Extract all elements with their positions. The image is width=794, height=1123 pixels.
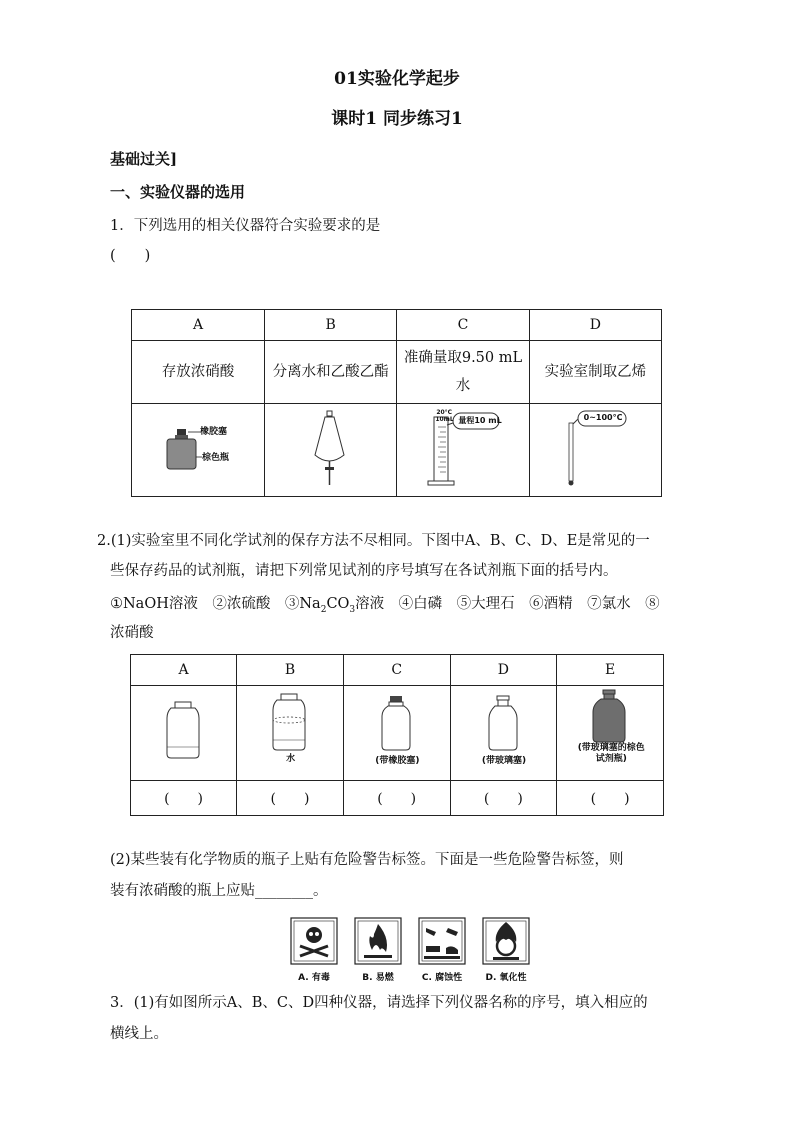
q3-line1: 3．(1)有如图所示A、B、C、D四种仪器，请选择下列仪器名称的序号，填入相应的 — [110, 995, 648, 1011]
warning-corrosive-label: C. 腐蚀性 — [421, 973, 463, 983]
section-one-heading: 一、实验仪器的选用 — [110, 183, 246, 201]
bottle-c-caption: (带橡胶塞) — [375, 756, 420, 766]
reagent-text-2: CO — [326, 596, 350, 612]
cylinder-capacity-label: 10mL — [435, 416, 454, 423]
q1-req-b: 分离水和乙酸乙酯 — [265, 341, 397, 404]
warning-oxidizer-label: D. 氧化性 — [485, 973, 527, 983]
rubber-stopper-label: 橡胶塞 — [200, 427, 228, 437]
q2-bottle-d — [450, 686, 557, 781]
reagent-text-3: 溶液 ④白磷 ⑤大理石 ⑥酒精 ⑦氯水 ⑧ — [355, 596, 660, 612]
q2-table — [130, 654, 664, 816]
q1-stem: 1．下列选用的相关仪器符合实验要求的是 — [110, 218, 381, 234]
q2-bottle-b — [237, 686, 344, 781]
q2-header-b: B — [237, 655, 344, 686]
q2-stem-line2: 些保存药品的试剂瓶，请把下列常见试剂的序号填写在各试剂瓶下面的括号内。 — [110, 563, 618, 579]
section-basic: 基础过关] — [110, 150, 178, 168]
q2-bottle-a — [131, 686, 237, 781]
q1-header-b: B — [265, 310, 397, 341]
lesson-title: 课时1 同步练习1 — [331, 109, 463, 129]
q2-reagent-list — [110, 589, 660, 625]
q2-reagent-list-cont: 浓硝酸 — [110, 625, 154, 641]
q1-img-b — [265, 404, 397, 497]
q1-header-c: C — [397, 310, 529, 341]
q2-bottle-c — [343, 686, 450, 781]
reagent-sub-2: 3 — [349, 604, 356, 615]
q2-answer-c: ( ) — [343, 781, 450, 816]
q1-header-a: A — [132, 310, 265, 341]
q2-header-c: C — [343, 655, 450, 686]
warning-toxic-label: A. 有毒 — [298, 973, 330, 983]
q2-part2-line2: 装有浓硝酸的瓶上应贴________。 — [110, 883, 328, 899]
q2-header-a: A — [131, 655, 237, 686]
q2-header-d: D — [450, 655, 557, 686]
thermometer-range-label: 0~100°C — [583, 413, 623, 422]
cylinder-temp-label: 20°C — [436, 409, 453, 416]
q2-part2-line1: (2)某些装有化学物质的瓶子上贴有危险警告标签。下面是一些危险警告标签，则 — [110, 852, 624, 868]
q1-img-a — [132, 404, 265, 497]
brown-bottle-icon — [132, 405, 262, 495]
brown-bottle-label: 棕色瓶 — [202, 453, 230, 463]
warning-flammable-label: B. 易燃 — [362, 973, 394, 983]
document-title: 01实验化学起步 — [334, 69, 460, 89]
q1-img-d — [529, 404, 661, 497]
q2-header-e: E — [557, 655, 664, 686]
wide-mouth-bottle-icon — [131, 688, 235, 778]
q2-answer-a: ( ) — [131, 781, 237, 816]
reagent-sub-1: 2 — [320, 604, 327, 615]
q1-req-a: 存放浓硝酸 — [132, 341, 265, 404]
q2-bottle-e — [557, 686, 664, 781]
bottle-d-caption: (带玻璃塞) — [481, 756, 527, 766]
reagent-text-1: ①NaOH溶液 ②浓硫酸 ③Na — [110, 596, 321, 612]
q1-table — [131, 309, 662, 497]
q1-req-d: 实验室制取乙烯 — [529, 341, 661, 404]
q2-answer-b: ( ) — [237, 781, 344, 816]
cylinder-range-label: 量程10 mL — [458, 416, 502, 425]
q2-answer-e: ( ) — [557, 781, 664, 816]
q2-stem-line1: 2.(1)实验室里不同化学试剂的保存方法不尽相同。下图中A、B、C、D、E是常见的一 — [97, 533, 650, 549]
warning-labels-icon — [290, 916, 534, 968]
water-sealed-bottle-icon — [237, 688, 341, 778]
bottle-e-caption: (带玻璃塞的棕色试剂瓶) — [577, 743, 645, 764]
q2-answer-d: ( ) — [450, 781, 557, 816]
q3-line2: 横线上。 — [110, 1026, 168, 1042]
separatory-funnel-icon — [265, 405, 395, 495]
q1-header-d: D — [529, 310, 661, 341]
q1-answer-paren: ( ) — [110, 248, 151, 264]
bottle-b-caption: 水 — [286, 754, 296, 764]
q1-req-c: 准确量取9.50 mL水 — [397, 341, 529, 404]
q1-img-c — [397, 404, 529, 497]
